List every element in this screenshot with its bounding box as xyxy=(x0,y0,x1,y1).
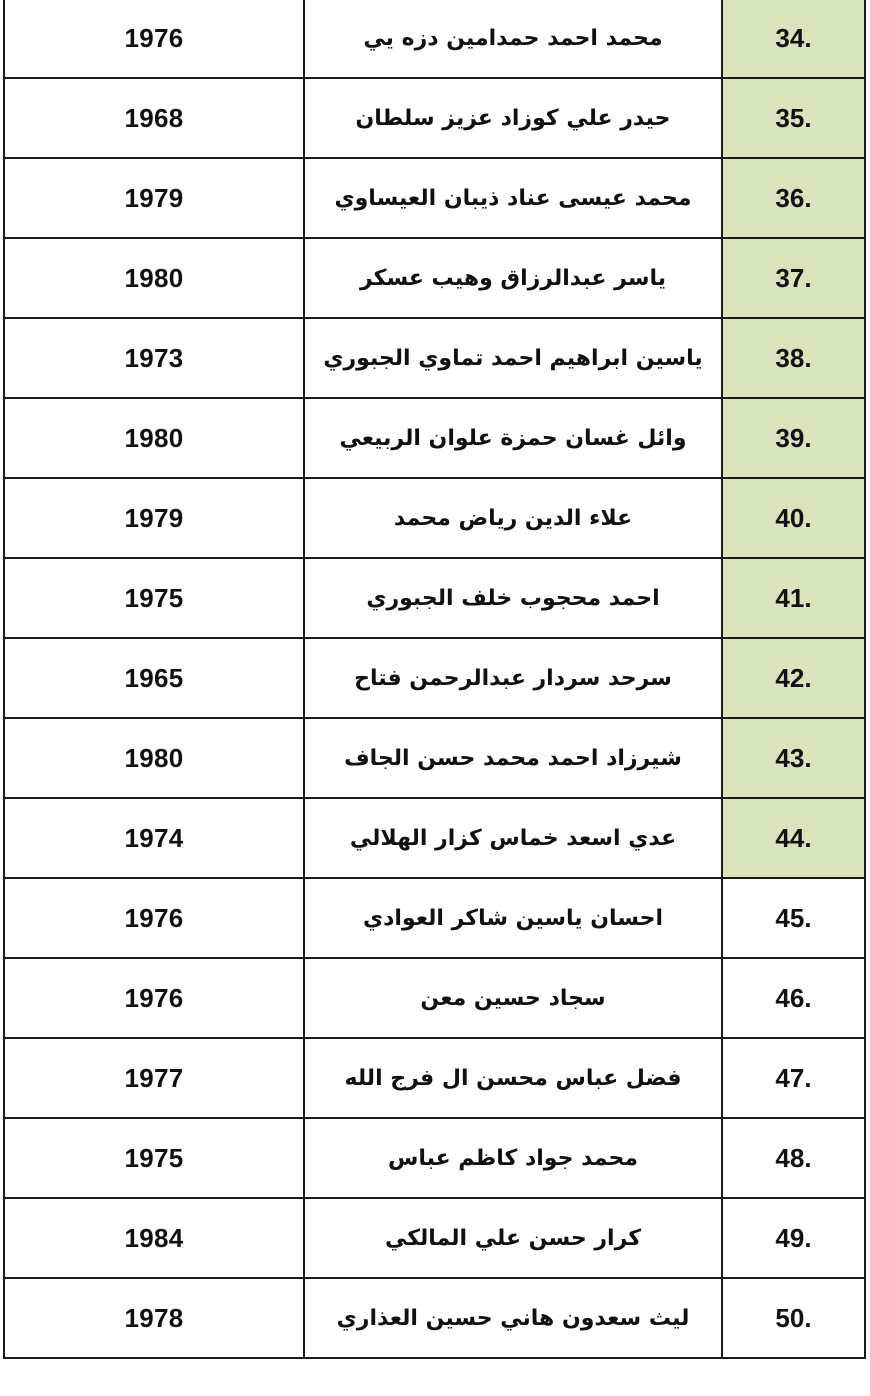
birth-year-cell: 1973 xyxy=(4,318,304,398)
person-name-cell: سجاد حسين معن xyxy=(304,958,722,1038)
table-row xyxy=(4,1038,865,1118)
row-number-cell: 37. xyxy=(722,238,865,318)
person-name-cell: فضل عباس محسن ال فرج الله xyxy=(304,1038,722,1118)
person-name-cell: ياسر عبدالرزاق وهيب عسكر xyxy=(304,238,722,318)
row-number-cell: 49. xyxy=(722,1198,865,1278)
row-number-cell: 47. xyxy=(722,1038,865,1118)
person-name-cell: ليث سعدون هاني حسين العذاري xyxy=(304,1278,722,1358)
person-name-cell: حيدر علي كوزاد عزيز سلطان xyxy=(304,78,722,158)
table-row xyxy=(4,78,865,158)
birth-year-cell: 1979 xyxy=(4,478,304,558)
row-number-cell: 48. xyxy=(722,1118,865,1198)
table-row xyxy=(4,398,865,478)
birth-year-cell: 1974 xyxy=(4,798,304,878)
row-number-cell: 43. xyxy=(722,718,865,798)
table-row xyxy=(4,238,865,318)
birth-year-cell: 1968 xyxy=(4,78,304,158)
person-name-cell: كرار حسن علي المالكي xyxy=(304,1198,722,1278)
person-name-cell: شيرزاد احمد محمد حسن الجاف xyxy=(304,718,722,798)
row-number-cell: 44. xyxy=(722,798,865,878)
row-number-cell: 38. xyxy=(722,318,865,398)
birth-year-cell: 1975 xyxy=(4,1118,304,1198)
row-number-cell: 40. xyxy=(722,478,865,558)
person-name-cell: سرحد سردار عبدالرحمن فتاح xyxy=(304,638,722,718)
table-row xyxy=(4,958,865,1038)
table-row xyxy=(4,798,865,878)
birth-year-cell: 1984 xyxy=(4,1198,304,1278)
person-name-cell: محمد جواد كاظم عباس xyxy=(304,1118,722,1198)
table-row xyxy=(4,1198,865,1278)
birth-year-cell: 1976 xyxy=(4,0,304,78)
table-row xyxy=(4,638,865,718)
birth-year-cell: 1979 xyxy=(4,158,304,238)
table-row xyxy=(4,718,865,798)
person-name-cell: عدي اسعد خماس كزار الهلالي xyxy=(304,798,722,878)
row-number-cell: 34. xyxy=(722,0,865,78)
row-number-cell: 42. xyxy=(722,638,865,718)
table-row xyxy=(4,158,865,238)
birth-year-cell: 1978 xyxy=(4,1278,304,1358)
row-number-cell: 39. xyxy=(722,398,865,478)
table-row xyxy=(4,0,865,78)
birth-year-cell: 1977 xyxy=(4,1038,304,1118)
person-name-cell: علاء الدين رياض محمد xyxy=(304,478,722,558)
person-name-cell: وائل غسان حمزة علوان الربيعي xyxy=(304,398,722,478)
birth-year-cell: 1965 xyxy=(4,638,304,718)
person-name-cell: احمد محجوب خلف الجبوري xyxy=(304,558,722,638)
row-number-cell: 35. xyxy=(722,78,865,158)
person-name-cell: ياسين ابراهيم احمد تماوي الجبوري xyxy=(304,318,722,398)
row-number-cell: 45. xyxy=(722,878,865,958)
table-row xyxy=(4,318,865,398)
table-row xyxy=(4,1278,865,1358)
table-row xyxy=(4,478,865,558)
table-row xyxy=(4,878,865,958)
row-number-cell: 41. xyxy=(722,558,865,638)
row-number-cell: 50. xyxy=(722,1278,865,1358)
names-table-body xyxy=(4,0,865,1358)
names-table xyxy=(3,0,866,1359)
table-row xyxy=(4,558,865,638)
person-name-cell: محمد احمد حمدامين دزه يي xyxy=(304,0,722,78)
birth-year-cell: 1980 xyxy=(4,238,304,318)
person-name-cell: احسان ياسين شاكر العوادي xyxy=(304,878,722,958)
person-name-cell: محمد عيسى عناد ذيبان العيساوي xyxy=(304,158,722,238)
birth-year-cell: 1975 xyxy=(4,558,304,638)
row-number-cell: 46. xyxy=(722,958,865,1038)
table-row xyxy=(4,1118,865,1198)
birth-year-cell: 1976 xyxy=(4,878,304,958)
birth-year-cell: 1976 xyxy=(4,958,304,1038)
row-number-cell: 36. xyxy=(722,158,865,238)
birth-year-cell: 1980 xyxy=(4,398,304,478)
birth-year-cell: 1980 xyxy=(4,718,304,798)
